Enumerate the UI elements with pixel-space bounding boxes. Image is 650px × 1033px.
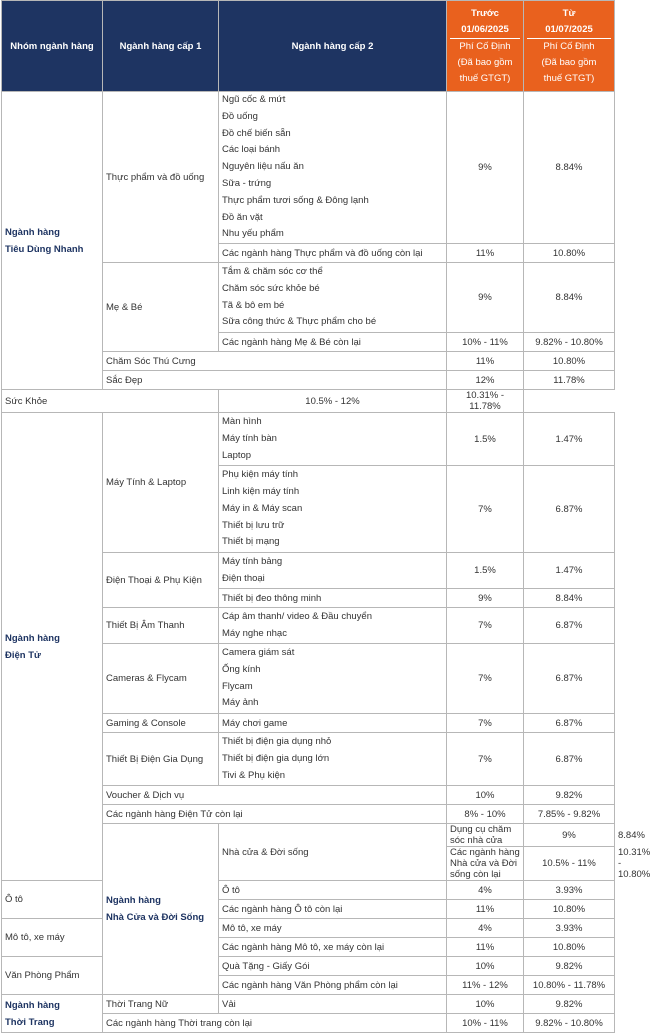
- fee-after: 6.87%: [524, 644, 615, 714]
- list-item: Đồ ăn vặt: [222, 211, 263, 223]
- table-row: [2, 881, 615, 900]
- list-item: Màn hình: [222, 415, 262, 427]
- list-item: Thiết bị điện gia dụng lớn: [222, 752, 330, 764]
- list-item: Laptop: [222, 449, 252, 461]
- header-before-fee3: thuế GTGT): [459, 72, 511, 84]
- fee-after: 6.87%: [524, 608, 615, 644]
- fee-before: 7%: [447, 466, 524, 553]
- l1-phone: Điện Thoại & Phụ Kiện: [103, 553, 219, 608]
- group-fashion-line1: Ngành hàng: [5, 999, 60, 1011]
- list-item: Điện thoại: [222, 572, 265, 584]
- header-level2: Ngành hàng cấp 2: [219, 1, 447, 92]
- list-item: Camera giám sát: [222, 647, 295, 659]
- fee-after: 10.31% - 11.78%: [447, 390, 524, 413]
- l2-baby-list: [219, 263, 447, 333]
- list-item: Chăm sóc sức khỏe bé: [222, 282, 320, 294]
- l1-health: Sức Khỏe: [2, 390, 219, 413]
- group-electronics: [2, 413, 103, 881]
- fee-after: 10.80% - 11.78%: [524, 976, 615, 995]
- header-before-label: Trước: [471, 7, 499, 19]
- fee-before: 11%: [447, 938, 524, 957]
- l2-stationery-b: Các ngành hàng Văn Phòng phẩm còn lại: [219, 976, 447, 995]
- fee-after: 1.47%: [524, 413, 615, 466]
- fee-after: 9.82%: [524, 995, 615, 1014]
- fee-after: 11.78%: [524, 371, 615, 390]
- list-item: Máy ảnh: [222, 697, 259, 709]
- fee-before: 10%: [447, 995, 524, 1014]
- fee-after: 6.87%: [524, 714, 615, 733]
- table-row: [2, 390, 615, 413]
- l1-camera: Cameras & Flycam: [103, 644, 219, 714]
- fee-after: 7.85% - 9.82%: [524, 805, 615, 824]
- list-item: Máy nghe nhạc: [222, 627, 287, 639]
- header-from-label: Từ: [562, 7, 576, 19]
- fee-after: 8.84%: [524, 263, 615, 333]
- group-fmcg-line1: Ngành hàng: [5, 226, 60, 238]
- list-item: Phụ kiện máy tính: [222, 469, 299, 481]
- l2-women: Vải: [219, 995, 447, 1014]
- l2-moto-b: Các ngành hàng Mô tô, xe máy còn lại: [219, 938, 447, 957]
- fee-after: 9.82%: [524, 786, 615, 805]
- list-item: Nguyên liệu nấu ăn: [222, 161, 304, 173]
- fee-after: 10.80%: [524, 900, 615, 919]
- fee-before: 1.5%: [447, 553, 524, 589]
- fee-after: 8.84%: [524, 589, 615, 608]
- group-fmcg-line2: Tiêu Dùng Nhanh: [5, 243, 84, 255]
- fee-after: 6.87%: [524, 733, 615, 786]
- table-row: [2, 995, 615, 1014]
- fee-before: 7%: [447, 714, 524, 733]
- header-from-fee2: (Đã bao gồm: [541, 56, 597, 68]
- fee-before: 9%: [447, 263, 524, 333]
- fee-before: 9%: [524, 824, 615, 847]
- l1-stationery: Văn Phòng Phẩm: [2, 957, 103, 995]
- fee-before: 11%: [447, 900, 524, 919]
- l1-audio: Thiết Bị Âm Thanh: [103, 608, 219, 644]
- l1-appliance: Thiết Bị Điện Gia Dụng: [103, 733, 219, 786]
- fee-after: 1.47%: [524, 553, 615, 589]
- list-item: Nhu yếu phẩm: [222, 228, 284, 240]
- group-electronics-line1: Ngành hàng: [5, 632, 60, 644]
- l2-car-a: Ô tô: [219, 881, 447, 900]
- l1-computer: Máy Tính & Laptop: [103, 413, 219, 553]
- l2-audio: [219, 608, 447, 644]
- table-row: [2, 92, 615, 244]
- l2-car-b: Các ngành hàng Ô tô còn lại: [219, 900, 447, 919]
- table-row: Các ngành hàng Nhà cửa và Đời sống còn lại 10.5% - 11% 10.31% - 10.80%: [2, 847, 615, 881]
- group-home-line1: Ngành hàng: [106, 895, 161, 907]
- fee-before: 8% - 10%: [447, 805, 524, 824]
- l1-pet: Chăm Sóc Thú Cưng: [103, 352, 447, 371]
- group-fmcg: [2, 92, 103, 390]
- fee-after: 3.93%: [524, 881, 615, 900]
- fee-before: 10% - 11%: [447, 333, 524, 352]
- list-item: Thiết bị điện gia dụng nhỏ: [222, 735, 332, 747]
- l2-appliance: [219, 733, 447, 786]
- fee-before: 11% - 12%: [447, 976, 524, 995]
- fee-after: 9.82% - 10.80%: [524, 1014, 615, 1033]
- table-row: [2, 413, 615, 466]
- list-item: Máy tính bảng: [222, 555, 283, 567]
- fee-before: 7%: [447, 644, 524, 714]
- l2-phone-a: [219, 553, 447, 589]
- list-item: Thiết bị mạng: [222, 536, 280, 548]
- group-fashion-line2: Thời Trang: [5, 1016, 55, 1028]
- header-from-fee: Phí Cố Định: [543, 40, 595, 52]
- fee-before: 1.5%: [447, 413, 524, 466]
- list-item: Sữa - trứng: [222, 177, 272, 189]
- list-item: Thực phẩm tươi sống & Đông lạnh: [222, 194, 369, 206]
- l1-voucher: Voucher & Dịch vụ: [103, 786, 447, 805]
- l2-home-a: Dụng cụ chăm sóc nhà cửa: [447, 824, 524, 847]
- l1-gaming: Gaming & Console: [103, 714, 219, 733]
- list-item: Thiết bị lưu trữ: [222, 519, 285, 531]
- list-item: Máy in & Máy scan: [222, 502, 303, 514]
- group-home: [103, 824, 219, 995]
- table-row: [2, 957, 615, 976]
- fee-before: 4%: [447, 919, 524, 938]
- list-item: Ống kính: [222, 663, 261, 675]
- fee-before: 9%: [447, 92, 524, 244]
- fee-after: 8.84%: [524, 92, 615, 244]
- list-item: Tã & bô em bé: [222, 299, 285, 311]
- fee-before: 7%: [447, 608, 524, 644]
- fee-before: 4%: [447, 881, 524, 900]
- fee-before: 9%: [447, 589, 524, 608]
- l2-food-list: [219, 92, 447, 244]
- fee-after: 6.87%: [524, 466, 615, 553]
- group-fashion: [2, 995, 103, 1033]
- header-group: Nhóm ngành hàng: [2, 1, 103, 92]
- l2-camera: [219, 644, 447, 714]
- header-from-date: 01/07/2025: [545, 23, 593, 35]
- list-item: Ngũ cốc & mứt: [222, 94, 286, 105]
- fee-before: 10%: [447, 957, 524, 976]
- list-item: Tắm & chăm sóc cơ thể: [222, 266, 323, 278]
- l1-fashion-rest: Các ngành hàng Thời trang còn lại: [103, 1014, 447, 1033]
- group-electronics-line2: Điện Tử: [5, 649, 41, 661]
- fee-before: 10% - 11%: [447, 1014, 524, 1033]
- fee-before: 10%: [447, 786, 524, 805]
- l1-food: Thực phẩm và đồ uống: [103, 92, 219, 263]
- list-item: Các loại bánh: [222, 144, 281, 156]
- list-item: Đồ chế biến sẵn: [222, 127, 291, 139]
- fee-before: 11%: [447, 352, 524, 371]
- header-before-fee: Phí Cố Định: [459, 40, 511, 52]
- l2-food-rest: Các ngành hàng Thực phẩm và đồ uống còn lại: [219, 244, 447, 263]
- l1-women: Thời Trang Nữ: [103, 995, 219, 1014]
- l2-computer-b: [219, 466, 447, 553]
- header-before-date: 01/06/2025: [461, 23, 509, 35]
- fee-after: 10.80%: [524, 938, 615, 957]
- header-before-fee2: (Đã bao gồm: [457, 56, 513, 68]
- fee-before: 12%: [447, 371, 524, 390]
- fee-before: 10.5% - 11%: [524, 847, 615, 881]
- l1-home: Nhà cửa & Đời sống: [219, 824, 447, 881]
- fee-before: 7%: [447, 733, 524, 786]
- l1-beauty: Sắc Đẹp: [103, 371, 447, 390]
- header-from-fee3: thuế GTGT): [543, 72, 595, 84]
- header-before: [447, 1, 524, 92]
- l2-baby-rest: Các ngành hàng Mẹ & Bé còn lại: [219, 333, 447, 352]
- l2-phone-b: Thiết bị đeo thông minh: [219, 589, 447, 608]
- l1-elec-rest: Các ngành hàng Điện Tử còn lại: [103, 805, 447, 824]
- list-item: Sữa công thức & Thực phẩm cho bé: [222, 316, 377, 328]
- l2-computer-a: [219, 413, 447, 466]
- l1-car: Ô tô: [2, 881, 103, 919]
- l1-moto: Mô tô, xe máy: [2, 919, 103, 957]
- fee-after: 3.93%: [524, 919, 615, 938]
- list-item: Linh kiện máy tính: [222, 485, 300, 497]
- fee-after: 10.80%: [524, 352, 615, 371]
- group-home-line2: Nhà Cửa và Đời Sống: [106, 912, 205, 924]
- header-level1: Ngành hàng cấp 1: [103, 1, 219, 92]
- l2-gaming: Máy chơi game: [219, 714, 447, 733]
- l2-home-b: Các ngành hàng Nhà cửa và Đời sống còn lại: [447, 847, 524, 881]
- fee-before: 11%: [447, 244, 524, 263]
- list-item: Máy tính bàn: [222, 432, 277, 444]
- table-row: Ngành hàng Nhà Cửa và Đời Sống Nhà cửa & Đời sống Dụng cụ chăm sóc nhà cửa 9% 8.84%: [2, 824, 615, 847]
- fee-after: 10.80%: [524, 244, 615, 263]
- l1-baby: Mẹ & Bé: [103, 263, 219, 352]
- l2-moto-a: Mô tô, xe máy: [219, 919, 447, 938]
- fee-after: 9.82% - 10.80%: [524, 333, 615, 352]
- list-item: Tivi & Phụ kiện: [222, 769, 286, 781]
- table-row: [2, 919, 615, 938]
- header-from: [524, 1, 615, 92]
- list-item: Đồ uống: [222, 110, 258, 122]
- list-item: Flycam: [222, 680, 253, 692]
- fee-table: [1, 0, 650, 1033]
- l2-stationery-a: Quà Tặng - Giấy Gói: [219, 957, 447, 976]
- list-item: Cáp âm thanh/ video & Đầu chuyển: [222, 610, 372, 622]
- fee-after: 9.82%: [524, 957, 615, 976]
- fee-before: 10.5% - 12%: [219, 390, 447, 413]
